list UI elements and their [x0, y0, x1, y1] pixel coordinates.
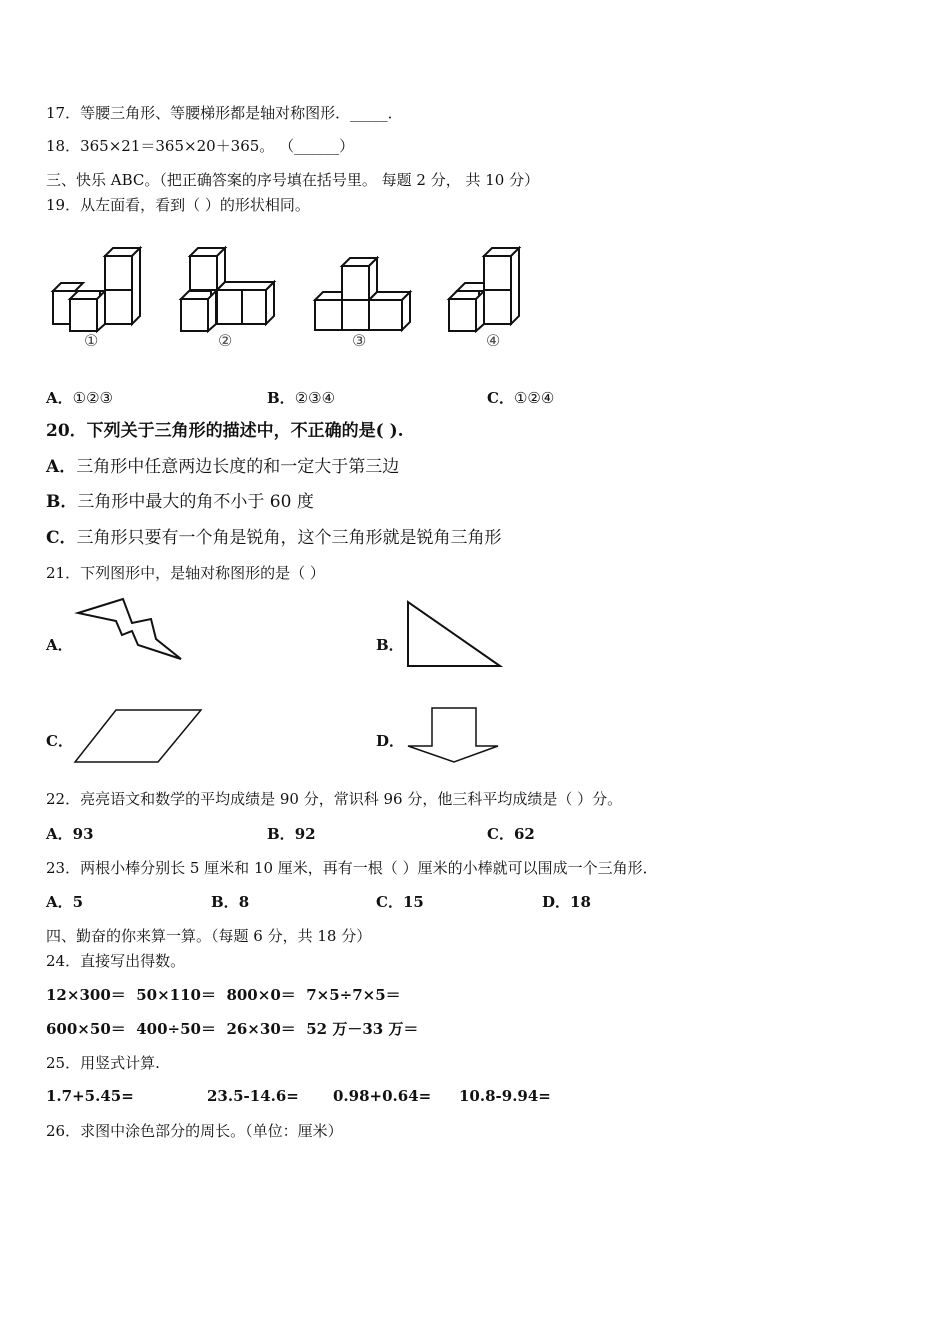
question-17: 17．等腰三角形、等腰梯形都是轴对称图形．_____． — [46, 104, 403, 122]
calc-item: 50×110＝ — [136, 986, 216, 1004]
calc-item: 12×300＝ — [46, 986, 126, 1004]
question-20 — [46, 421, 404, 441]
cube-figure-3 — [312, 254, 417, 334]
cube-figure-1 — [50, 244, 145, 334]
option-label: A． — [46, 636, 73, 654]
option-d[interactable] — [376, 731, 404, 751]
option-a[interactable] — [46, 635, 73, 655]
calc-item: 52 万－33 万＝ — [306, 1020, 419, 1038]
calc-item: 7×5÷7×5＝ — [306, 986, 401, 1004]
option-b[interactable] — [267, 824, 316, 844]
parallelogram-shape — [73, 708, 205, 766]
right-triangle-shape — [405, 600, 505, 670]
option-a[interactable] — [46, 824, 94, 844]
figure-label-4: ④ — [486, 331, 501, 350]
figure-label-1: ① — [84, 331, 99, 350]
option-label: B． — [267, 389, 295, 407]
cube-figure-2 — [178, 244, 283, 334]
option-text: 93 — [72, 825, 94, 843]
option-a[interactable] — [46, 457, 399, 477]
question-19 — [46, 195, 310, 215]
option-label: A． — [46, 825, 73, 843]
option-label: C． — [46, 732, 73, 750]
option-label: C． — [376, 893, 403, 911]
option-b[interactable] — [211, 892, 249, 912]
option-label: B． — [267, 825, 295, 843]
option-text: 62 — [513, 825, 535, 843]
vertical-calc-item: 23.5-14.6= — [207, 1087, 299, 1105]
option-b[interactable] — [46, 492, 314, 512]
option-text: ②③④ — [294, 389, 336, 407]
option-text: 三角形中最大的角不小于 60 度 — [77, 492, 314, 512]
arrow-shape — [405, 706, 501, 766]
option-c[interactable] — [46, 528, 502, 548]
option-text: 92 — [294, 825, 316, 843]
question-number: 24． — [46, 952, 81, 970]
question-text: 亮亮语文和数学的平均成绩是 90 分，常识科 96 分，他三科平均成绩是（ ）分。 — [80, 790, 623, 808]
calc-item: 26×30＝ — [226, 1020, 296, 1038]
option-label: A． — [46, 893, 73, 911]
vertical-calc-item: 10.8-9.94= — [459, 1087, 551, 1105]
option-c[interactable] — [487, 824, 535, 844]
option-label: C． — [487, 389, 514, 407]
question-25 — [46, 1053, 160, 1073]
question-21 — [46, 563, 325, 583]
question-text: 求图中涂色部分的周长。（单位：厘米） — [80, 1122, 343, 1140]
option-c[interactable] — [46, 731, 73, 751]
option-label: A． — [46, 389, 73, 407]
option-a[interactable] — [46, 388, 113, 408]
option-b[interactable] — [376, 635, 404, 655]
option-label: B． — [211, 893, 239, 911]
question-number: 19． — [46, 196, 81, 214]
question-24 — [46, 951, 185, 971]
answer-blank[interactable]: _____ — [350, 104, 388, 122]
question-text: 下列图形中，是轴对称图形的是（ ） — [80, 564, 325, 582]
option-c[interactable] — [376, 892, 424, 912]
figure-label-3: ③ — [352, 331, 367, 350]
option-b[interactable] — [267, 388, 335, 408]
option-label: D． — [376, 732, 405, 750]
calc-row-2 — [46, 1019, 418, 1039]
option-text: 8 — [238, 893, 250, 911]
vertical-calc-item: 1.7+5.45= — [46, 1087, 134, 1105]
question-26 — [46, 1121, 343, 1141]
option-label: A． — [46, 457, 77, 477]
option-text: ①②④ — [513, 389, 555, 407]
option-text: 18 — [570, 893, 591, 911]
option-a[interactable] — [46, 892, 83, 912]
option-text: 5 — [72, 893, 84, 911]
question-text: 365×21＝365×20＋365。 — [80, 137, 275, 155]
question-text: 等腰三角形、等腰梯形都是轴对称图形． — [80, 104, 351, 122]
question-23 — [46, 858, 658, 878]
question-number: 25． — [46, 1054, 81, 1072]
option-label: B． — [376, 636, 404, 654]
option-label: C． — [487, 825, 514, 843]
option-text: 三角形中任意两边长度的和一定大于第三边 — [76, 457, 400, 477]
question-number: 26． — [46, 1122, 81, 1140]
cube-figure-4 — [446, 244, 526, 334]
calc-item: 600×50＝ — [46, 1020, 126, 1038]
question-text: 直接写出得数。 — [80, 952, 186, 970]
question-number: 17． — [46, 104, 81, 122]
question-number: 18． — [46, 137, 81, 155]
option-label: D． — [542, 893, 571, 911]
question-text: 用竖式计算. — [80, 1054, 160, 1072]
option-label: C． — [46, 528, 77, 548]
calc-item: 400÷50＝ — [136, 1020, 216, 1038]
question-number: 20． — [46, 421, 87, 441]
question-number: 22． — [46, 790, 81, 808]
option-text: 15 — [402, 893, 424, 911]
option-d[interactable] — [542, 892, 591, 912]
calc-row-1 — [46, 985, 401, 1005]
lightning-shape — [76, 597, 186, 663]
question-text: 从左面看，看到（ ）的形状相同。 — [80, 196, 310, 214]
option-text: 三角形只要有一个角是锐角，这个三角形就是锐角三角形 — [76, 528, 502, 548]
question-number: 23． — [46, 859, 81, 877]
section-4-title: 四、勤奋的你来算一算。（每题 6 分，共 18 分） — [46, 927, 372, 945]
question-number: 21． — [46, 564, 81, 582]
option-text: ①②③ — [72, 389, 113, 407]
calc-item: 800×0＝ — [226, 986, 296, 1004]
option-label: B． — [46, 492, 78, 512]
figure-label-2: ② — [218, 331, 233, 350]
option-c[interactable] — [487, 388, 554, 408]
question-18 — [46, 136, 354, 156]
question-text: 两根小棒分别长 5 厘米和 10 厘米，再有一根（ ）厘米的小棒就可以围成一个三角形． — [80, 859, 658, 877]
section-3-title: 三、快乐 ABC。（把正确答案的序号填在括号里。 每题 2 分， 共 10 分） — [46, 171, 540, 189]
answer-blank[interactable]: （______） — [279, 137, 355, 155]
vertical-calc-item: 0.98+0.64= — [333, 1087, 432, 1105]
question-text: 下列关于三角形的描述中，不正确的是( ). — [86, 421, 404, 441]
question-22 — [46, 789, 622, 809]
